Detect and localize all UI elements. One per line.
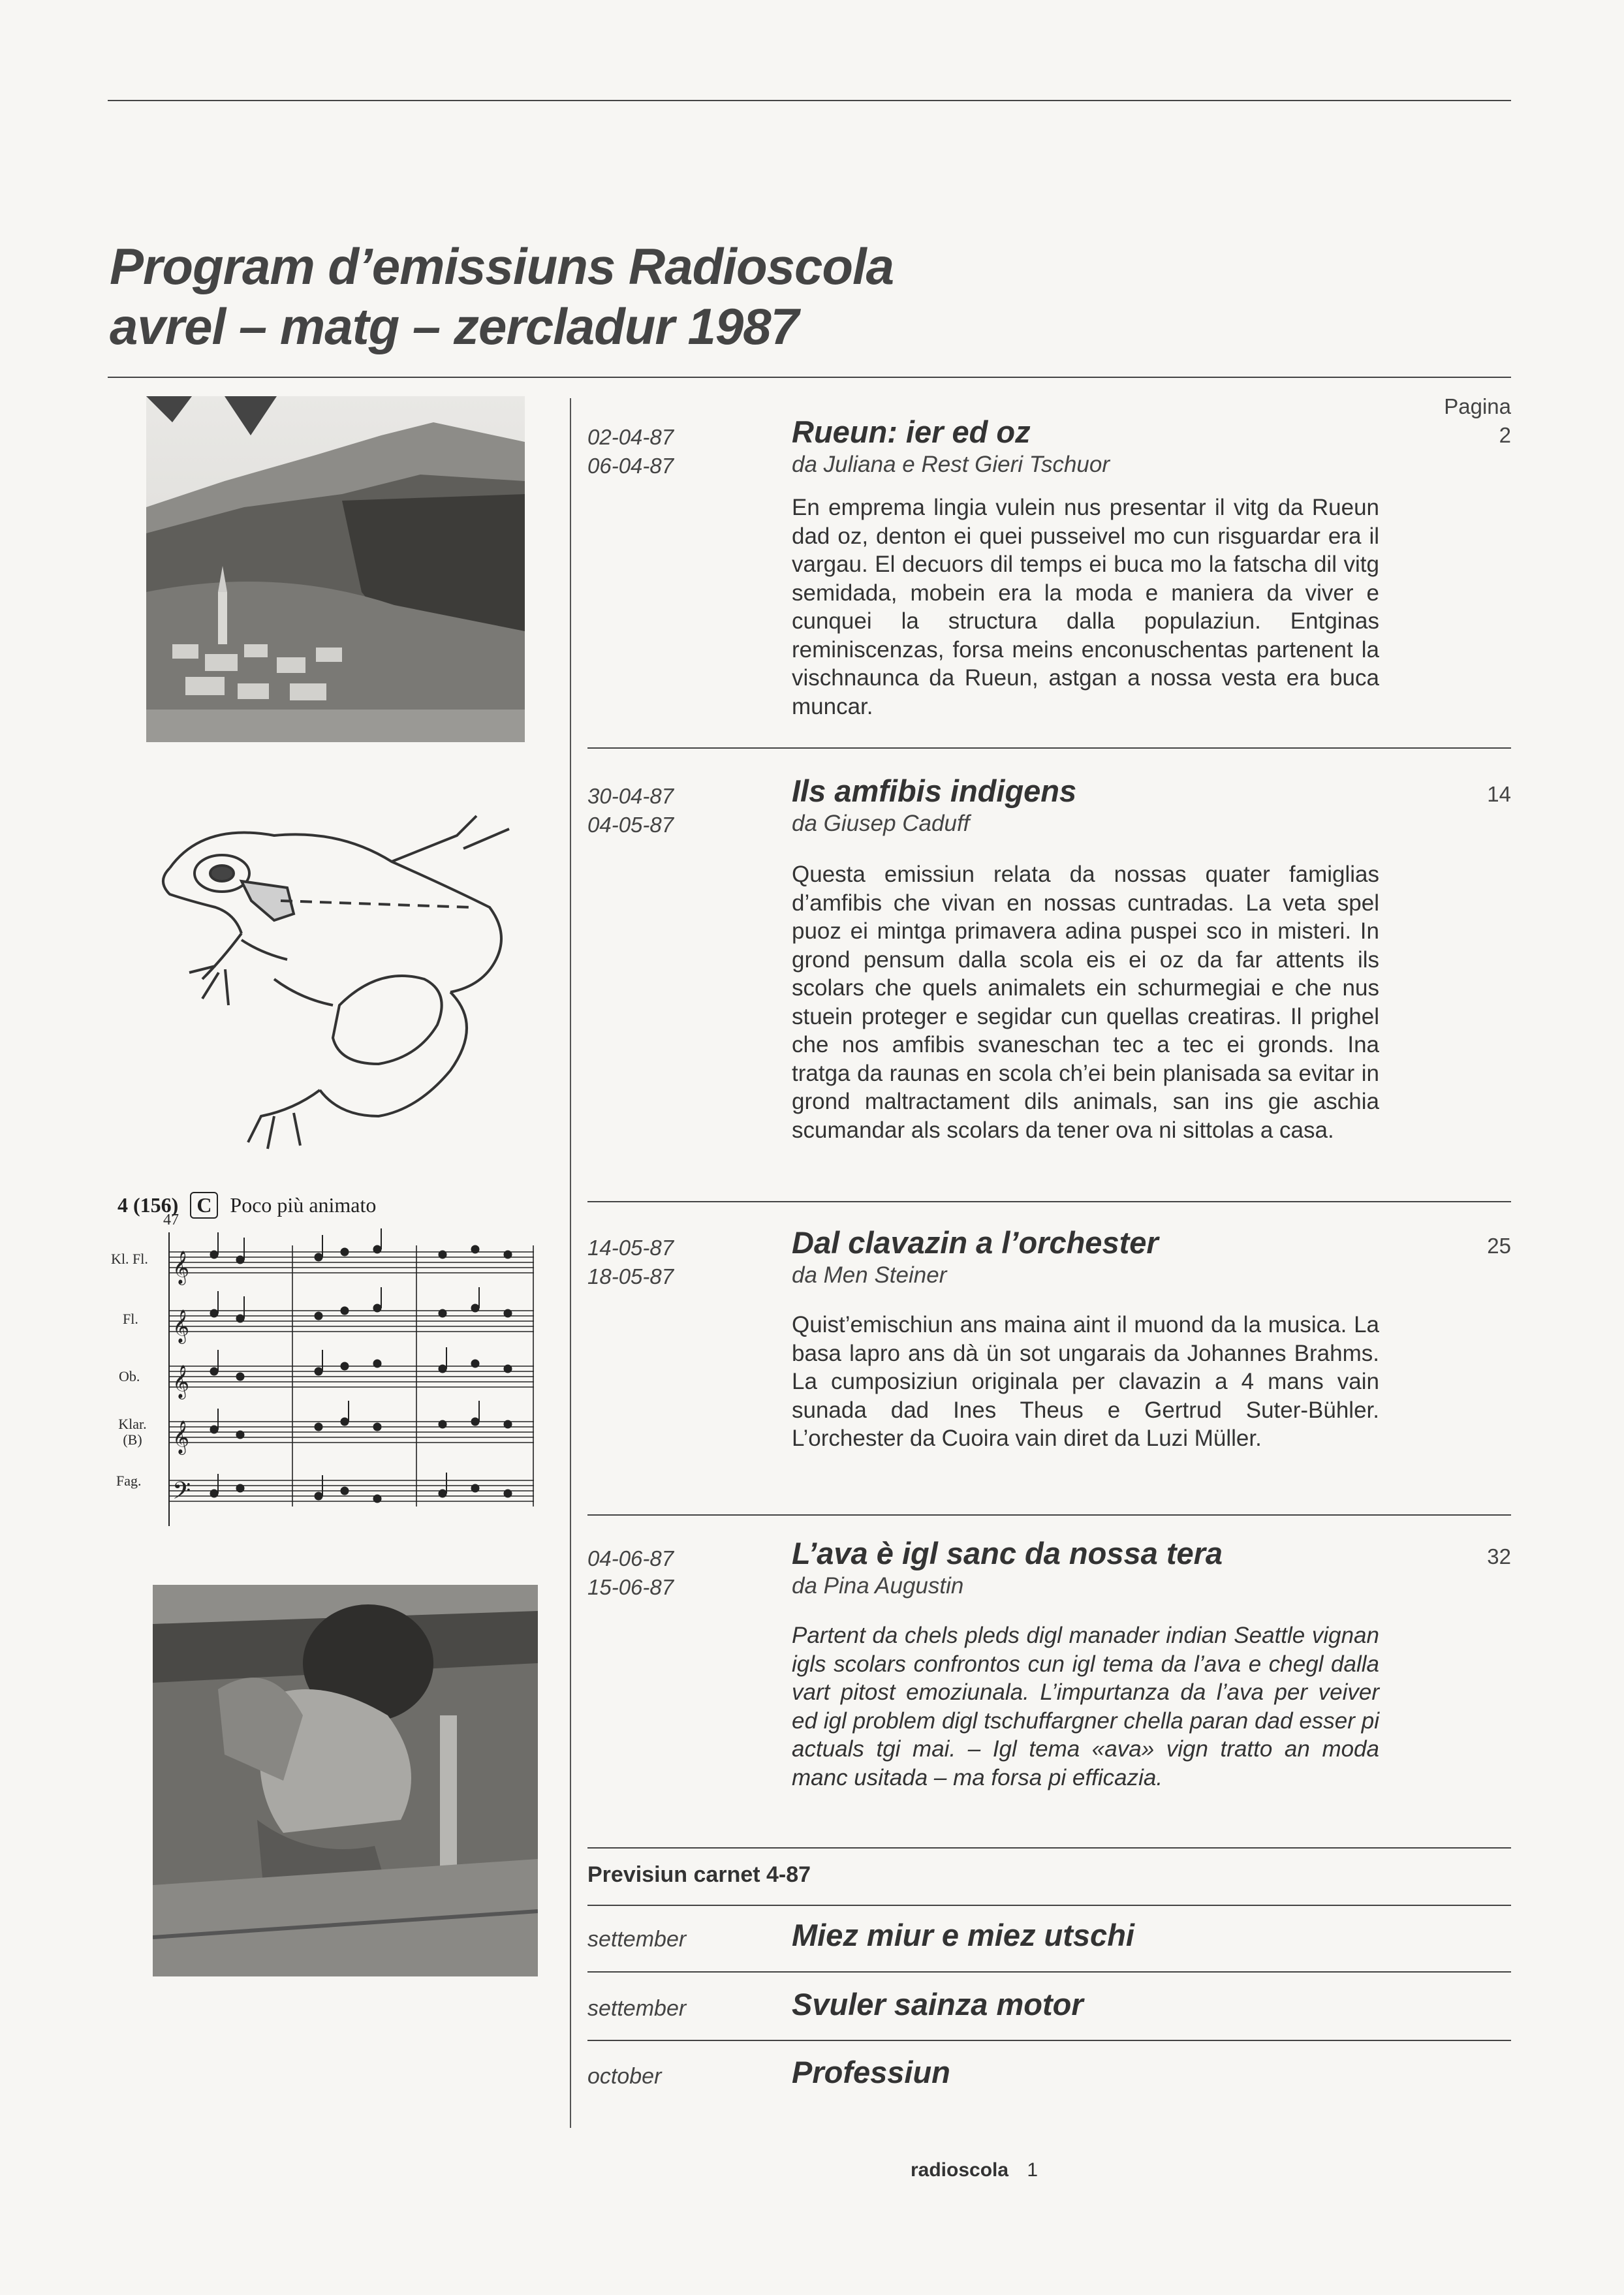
column-divider (570, 398, 571, 2128)
preview-month-1: settember (587, 1927, 687, 1952)
score-marker: 4 (156) (117, 1193, 179, 1217)
entry-3-author: da Men Steiner (792, 1262, 947, 1288)
score-header (117, 1192, 376, 1219)
entry-3-date-1: 14-05-87 (587, 1236, 674, 1260)
entry-4-date-1: 04-06-87 (587, 1546, 674, 1570)
svg-text:𝄞: 𝄞 (172, 1365, 190, 1398)
entry-1-rule (587, 747, 1511, 749)
preview-month-3: october (587, 2064, 662, 2089)
entry-2-page: 14 (1487, 782, 1511, 806)
entry-2-date-2: 04-05-87 (587, 813, 674, 837)
entry-1-text: En emprema lingia vulein nus presentar il vitg da Rueun dad oz, denton ei quei pusseivel mo cun risguardar era il vargau. El decuors dil temps ei buca mo la fatscha dil vitg semidada, mobein era la moda e maniera da viver e cunquei la structura dalla populaziun. Entginas reminiscenzas, forsa meins enconuschentas partenent la vischnaunca da Rueun, astgan a nossa vesta era buca muncar. (792, 495, 1379, 719)
svg-text:𝄞: 𝄞 (172, 1420, 190, 1454)
preview-title-1: Miez miur e miez utschi (792, 1918, 1134, 1952)
svg-text:𝄞: 𝄞 (172, 1251, 190, 1284)
entry-1-date-2: 06-04-87 (587, 454, 674, 478)
svg-text:𝄞: 𝄞 (172, 1309, 190, 1343)
entry-1-page: 2 (1499, 423, 1511, 447)
entry-3-title: Dal clavazin a l’orchester (792, 1225, 1159, 1260)
entry-4-date-2: 15-06-87 (587, 1575, 674, 1599)
svg-text:𝄢: 𝄢 (172, 1477, 191, 1510)
preview-rule-1 (587, 1971, 1511, 1973)
entry-4-author: da Pina Augustin (792, 1573, 964, 1599)
title-line-1: Program d’emissiuns Radioscola (110, 238, 894, 295)
tempo-marking: Poco più animato (230, 1193, 377, 1217)
score-staves (168, 1226, 534, 1526)
entry-3-page: 25 (1487, 1234, 1511, 1258)
page-title (110, 236, 894, 356)
instrument-kl-fl: Kl. Fl. (111, 1251, 148, 1267)
entry-2-text: Questa emissiun relata da nossas quater famiglias d’amfibis che vivan en nossas cuntradas. La veta spel puoz ei mintga primavera adina puspei sco in misteri. In grond pensum dalla scola eis ei oz da far attents ils scolars che quels animalets ein schurmegiai e che nus stuein proteger e segidar cun quellas creatiras. Il prighel che nos amfibis svaneschan tec a tec ei gronds. Ina tratga da raunas en scola ch’ei bein planisada sa evitar in grond maltractament dils animals, san ins gie aschia scumandar als scolars da tener ova ni sittolas a casa. (792, 862, 1379, 1143)
entry-1-title: Rueun: ier ed oz (792, 414, 1031, 449)
entry-3-date-2: 18-05-87 (587, 1264, 674, 1288)
instrument-klar: Klar. (B) (118, 1416, 147, 1448)
entry-3-rule (587, 1514, 1511, 1516)
fountain-photo (153, 1585, 538, 1976)
rehearsal-mark: C (190, 1192, 218, 1219)
entry-4-text: Partent da chels pleds digl manader indian Seattle vignan igls scolars confrontos cun igl tema da l’ava e chegl dalla vart pitost emoziunala. L’impurtanza da l’ava per veiver ed igl problem digl tschuffargner chella paran dad esser pi actuals tgi mai. – Igl tema «ava» vign tratto an moda manc usitada – ma forsa pi efficazia. (792, 1623, 1379, 1790)
instrument-fag: Fag. (116, 1473, 142, 1489)
preview-title-2: Svuler sainza motor (792, 1987, 1084, 2022)
preview-title-3: Professiun (792, 2055, 950, 2089)
instrument-fl: Fl. (123, 1311, 138, 1327)
footer-page: 1 (1027, 2159, 1038, 2181)
entry-1-date-1: 02-04-87 (587, 425, 674, 449)
pagina-label: Pagina (1444, 394, 1511, 418)
entry-4-title: L’ava è igl sanc da nossa tera (792, 1536, 1223, 1570)
entry-4-rule (587, 1847, 1511, 1849)
entry-2-rule (587, 1201, 1511, 1202)
entry-4-page: 32 (1487, 1544, 1511, 1569)
preview-rule-top (587, 1905, 1511, 1906)
preview-rule-2 (587, 2040, 1511, 2041)
footer (911, 2159, 1038, 2181)
entry-2-date-1: 30-04-87 (587, 784, 674, 808)
preview-heading: Previsiun carnet 4-87 (587, 1862, 811, 1887)
footer-name: radioscola (911, 2159, 1009, 2181)
bar-number: 47 (163, 1211, 179, 1228)
entry-1-author: da Juliana e Rest Gieri Tschuor (792, 452, 1110, 477)
village-photo (146, 396, 525, 742)
top-rule (108, 100, 1511, 101)
music-score (111, 1187, 542, 1533)
title-line-2: avrel – matg – zercladur 1987 (110, 298, 798, 355)
preview-month-2: settember (587, 1996, 687, 2021)
instrument-ob: Ob. (119, 1368, 140, 1384)
entry-2-title: Ils amfibis indigens (792, 773, 1077, 808)
title-rule (108, 377, 1511, 378)
entry-3-text: Quist’emischiun ans maina aint il muond da la musica. La basa lapro ans dà ün sot ungarais da Johannes Brahms. La cumposiziun originala per clavazin a 4 mans vain sunada dad Ines Theus e Gertrud Suter-Bühler. L’orchester da Cuoira vain diret da Luzi Müller. (792, 1312, 1379, 1451)
entry-2-author: da Giusep Caduff (792, 811, 970, 836)
frog-drawing (144, 809, 542, 1162)
